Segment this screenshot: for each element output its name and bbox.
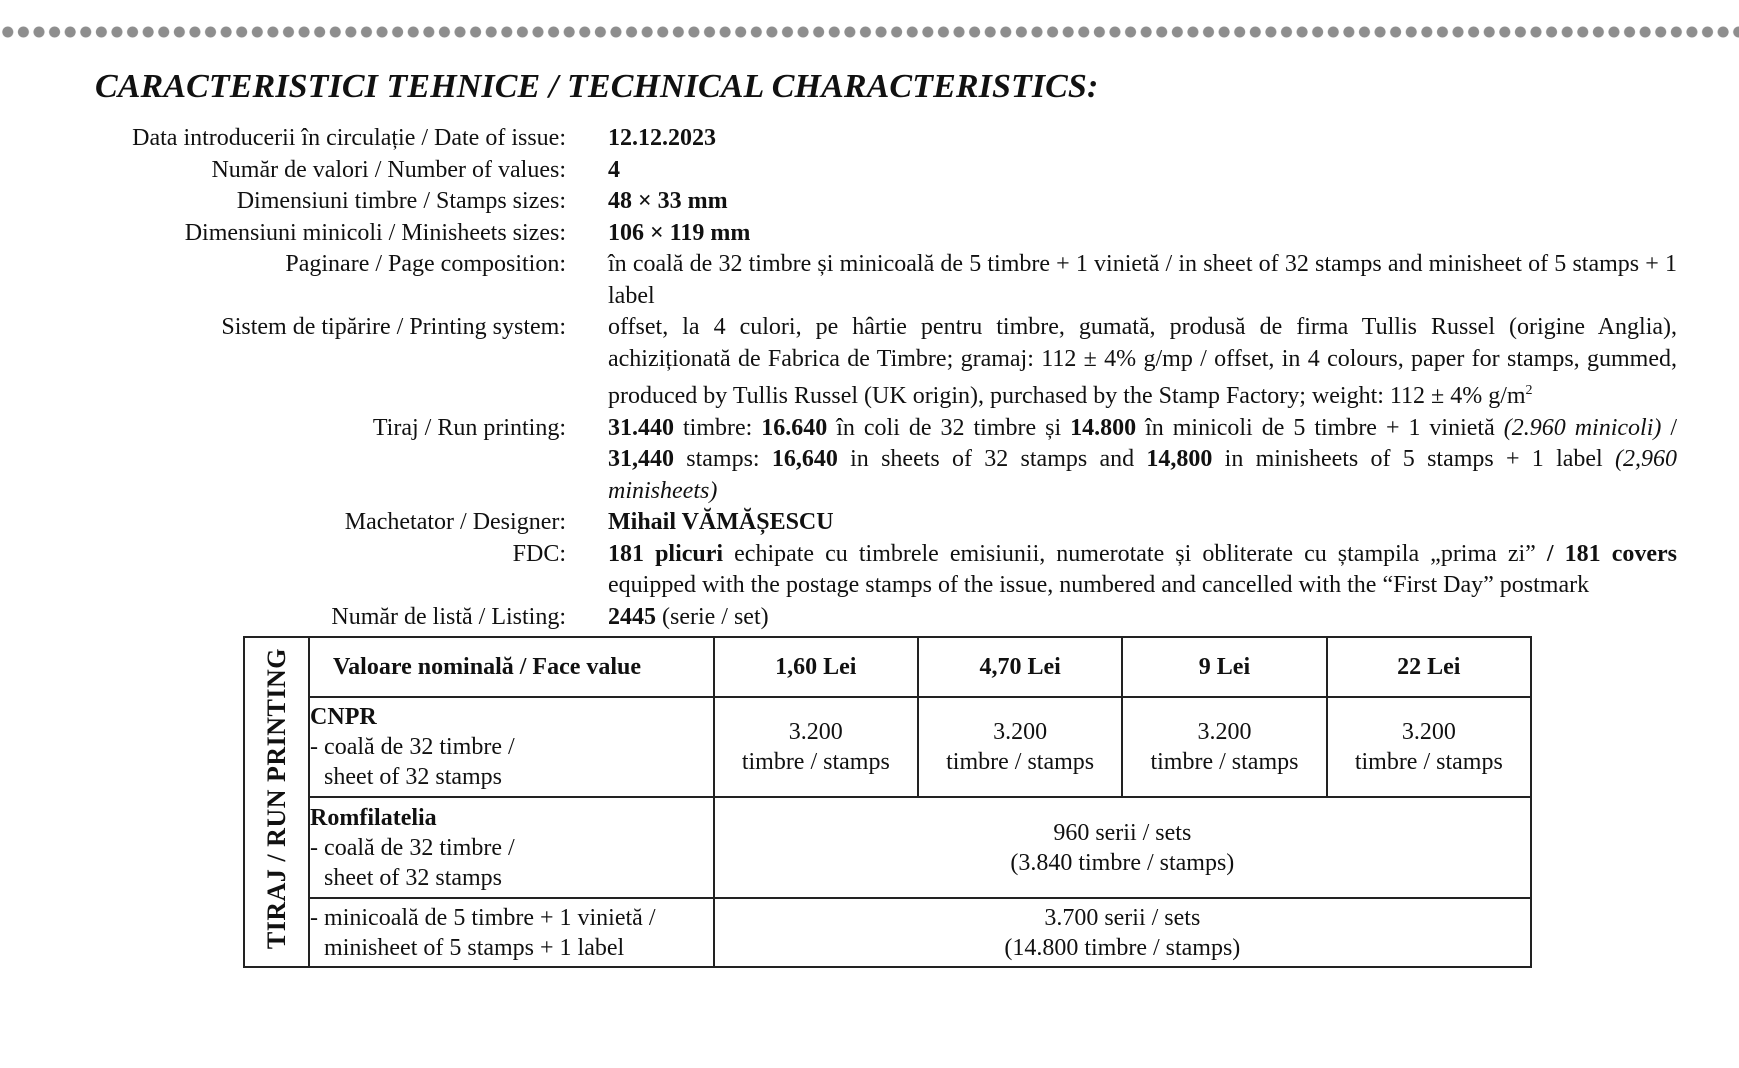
run-text: în minicoli de 5 timbre + 1 vinietă: [1136, 414, 1504, 441]
face-value-3: 9 Lei: [1122, 637, 1326, 697]
spec-row-date: [0, 123, 1739, 155]
cnpr-qty-3: [1122, 697, 1326, 797]
date-of-issue-value: [608, 123, 1677, 155]
run-minisheets-ro: 14.800: [1070, 414, 1137, 441]
romfilatelia-line1: - coală de 32 timbre /: [310, 834, 515, 861]
run-minisheets-count: (2,960 minisheets): [608, 446, 1677, 504]
cnpr-line2: sheet of 32 stamps: [324, 764, 503, 790]
qty-value: 3.200: [993, 719, 1048, 745]
designer-label: Machetator / Designer:: [344, 509, 566, 535]
face-value-header: Valoare nominală / Face value: [309, 637, 714, 697]
run-printing-label: Tiraj / Run printing:: [372, 414, 566, 441]
perforation-dots-border: [0, 25, 1739, 39]
date-value: 12.12.2023: [608, 125, 716, 151]
printing-system-value: [608, 312, 1677, 413]
run-minisheets-en: 14,800: [1146, 446, 1213, 472]
romfilatelia-line2: sheet of 32 stamps: [324, 864, 503, 891]
table-row-cnpr: [244, 697, 1531, 797]
run-text: timbre:: [674, 414, 762, 441]
romfilatelia-name: Romfilatelia: [310, 804, 437, 831]
romfilatelia-sets: 960 serii / sets: [1053, 819, 1192, 846]
vertical-label-cell: [244, 637, 309, 967]
spec-row-designer: [0, 507, 1739, 539]
run-sheets-en: 16,640: [771, 446, 838, 472]
listing-text: (serie / set): [656, 603, 769, 630]
minisheet-line1: - minicoală de 5 timbre + 1 vinietă /: [310, 904, 656, 931]
cnpr-label-cell: [309, 697, 714, 797]
minisheet-size-label: Dimensiuni minicoli / Minisheets sizes:: [184, 219, 566, 246]
stamp-size-label: Dimensiuni timbre / Stamps sizes:: [236, 188, 566, 214]
spec-row-fdc: [0, 539, 1739, 602]
face-value-2: 4,70 Lei: [918, 637, 1122, 697]
page-title: CARACTERISTICI TEHNICE / TECHNICAL CHARACTERISTICS:: [95, 68, 1099, 105]
cnpr-qty-2: [918, 697, 1122, 797]
table-row-romfilatelia: [244, 797, 1531, 898]
vertical-label: TIRAJ / RUN PRINTING: [261, 647, 291, 950]
cnpr-qty-4: [1327, 697, 1531, 797]
number-of-values-label: Număr de valori / Number of values:: [211, 156, 566, 183]
spec-row-stamp-size: [0, 186, 1739, 218]
romfilatelia-label-cell: [309, 797, 714, 898]
number-of-values-value: [608, 155, 1677, 187]
run-text: in minisheets of 5 stamps + 1 label: [1212, 446, 1615, 472]
minisheet-size: 106 × 119 mm: [608, 219, 751, 246]
face-value-1: 1,60 Lei: [714, 637, 918, 697]
table-header-row: [244, 637, 1531, 697]
spec-row-run-printing: [0, 413, 1739, 508]
run-text: /: [1661, 414, 1678, 441]
printing-superscript: 2: [1525, 383, 1533, 398]
fdc-text: equipped with the postage stamps of the issue, numbered and cancelled with the “First Day” postmark: [608, 572, 1590, 598]
spec-row-minisheet-size: [0, 218, 1739, 250]
qty-value: 3.200: [788, 719, 843, 745]
spec-row-page-composition: [0, 249, 1739, 312]
run-total-en: 31,440: [608, 446, 674, 472]
spec-row-values: [0, 155, 1739, 187]
fdc-covers-ro: 181 plicuri: [608, 540, 724, 567]
listing-number: 2445: [608, 603, 656, 630]
values-count: 4: [608, 156, 620, 183]
cnpr-line1: - coală de 32 timbre /: [310, 734, 515, 760]
fdc-text: echipate cu timbrele emisiunii, numerotate și obliterate cu ștampila „prima zi”: [723, 540, 1547, 567]
cnpr-qty-1: [714, 697, 918, 797]
run-printing-value: [608, 413, 1677, 508]
romfilatelia-stamps: (3.840 timbre / stamps): [1010, 849, 1235, 876]
designer-name: Mihail VĂMĂȘESCU: [608, 509, 834, 535]
page-composition-value: în coală de 32 timbre și minicoală de 5 timbre + 1 vinietă / in sheet of 32 stamps and minisheet of 5 stamps + 1 label: [608, 251, 1677, 309]
spec-row-listing: [0, 602, 1739, 634]
run-text: stamps:: [674, 446, 772, 472]
page-composition-label: Paginare / Page composition:: [285, 251, 566, 277]
date-of-issue-label: Data introducerii în circulație / Date of issue:: [132, 125, 566, 151]
run-minicoli-count: (2.960 minicoli): [1503, 414, 1662, 441]
minisheet-size-value: [608, 218, 1677, 250]
qty-unit: timbre / stamps: [741, 749, 890, 775]
qty-value: 3.200: [1401, 719, 1456, 745]
minisheet-sets: 3.700 serii / sets: [1044, 904, 1201, 931]
run-total-ro: 31.440: [608, 414, 674, 441]
stamp-size: 48 × 33 mm: [608, 188, 728, 214]
designer-value: [608, 507, 1677, 539]
technical-specs-list: [0, 123, 1739, 633]
romfilatelia-qty: [714, 797, 1531, 898]
qty-value: 3.200: [1197, 719, 1252, 745]
run-sheets-ro: 16.640: [761, 414, 828, 441]
minisheet-label-cell: [309, 898, 714, 967]
minisheet-stamps: (14.800 timbre / stamps): [1004, 934, 1241, 961]
run-printing-table: [243, 636, 1532, 968]
listing-value: [608, 602, 1677, 634]
table-row-minisheet: [244, 898, 1531, 967]
run-text: in sheets of 32 stamps and: [837, 446, 1147, 472]
run-text: în coli de 32 timbre și: [827, 414, 1071, 441]
minisheet-line2: minisheet of 5 stamps + 1 label: [324, 934, 625, 961]
listing-label: Număr de listă / Listing:: [331, 603, 566, 630]
fdc-value: [608, 539, 1677, 602]
run-printing-table-wrapper: [243, 636, 1532, 968]
fdc-label: FDC:: [512, 540, 566, 567]
qty-unit: timbre / stamps: [946, 749, 1095, 775]
printing-system-label: Sistem de tipărire / Printing system:: [221, 314, 566, 340]
qty-unit: timbre / stamps: [1150, 749, 1299, 775]
minisheet-qty: [714, 898, 1531, 967]
cnpr-name: CNPR: [310, 704, 377, 730]
face-value-4: 22 Lei: [1327, 637, 1531, 697]
qty-unit: timbre / stamps: [1354, 749, 1503, 775]
stamp-size-value: [608, 186, 1677, 218]
printing-text: offset, la 4 culori, pe hârtie pentru timbre, gumată, produsă de firma Tullis Russel (origine Anglia), achiziționată de Fabrica de Timbre; gramaj: 112 ± 4% g/mp / offset, in 4 colours, paper for stamps, gummed, produced by Tullis Russel (UK origin), purchased by the Stamp Factory; weight: 112 ± 4% g/m: [608, 314, 1677, 409]
spec-row-printing-system: [0, 312, 1739, 413]
fdc-covers-en: / 181 covers: [1546, 540, 1677, 567]
